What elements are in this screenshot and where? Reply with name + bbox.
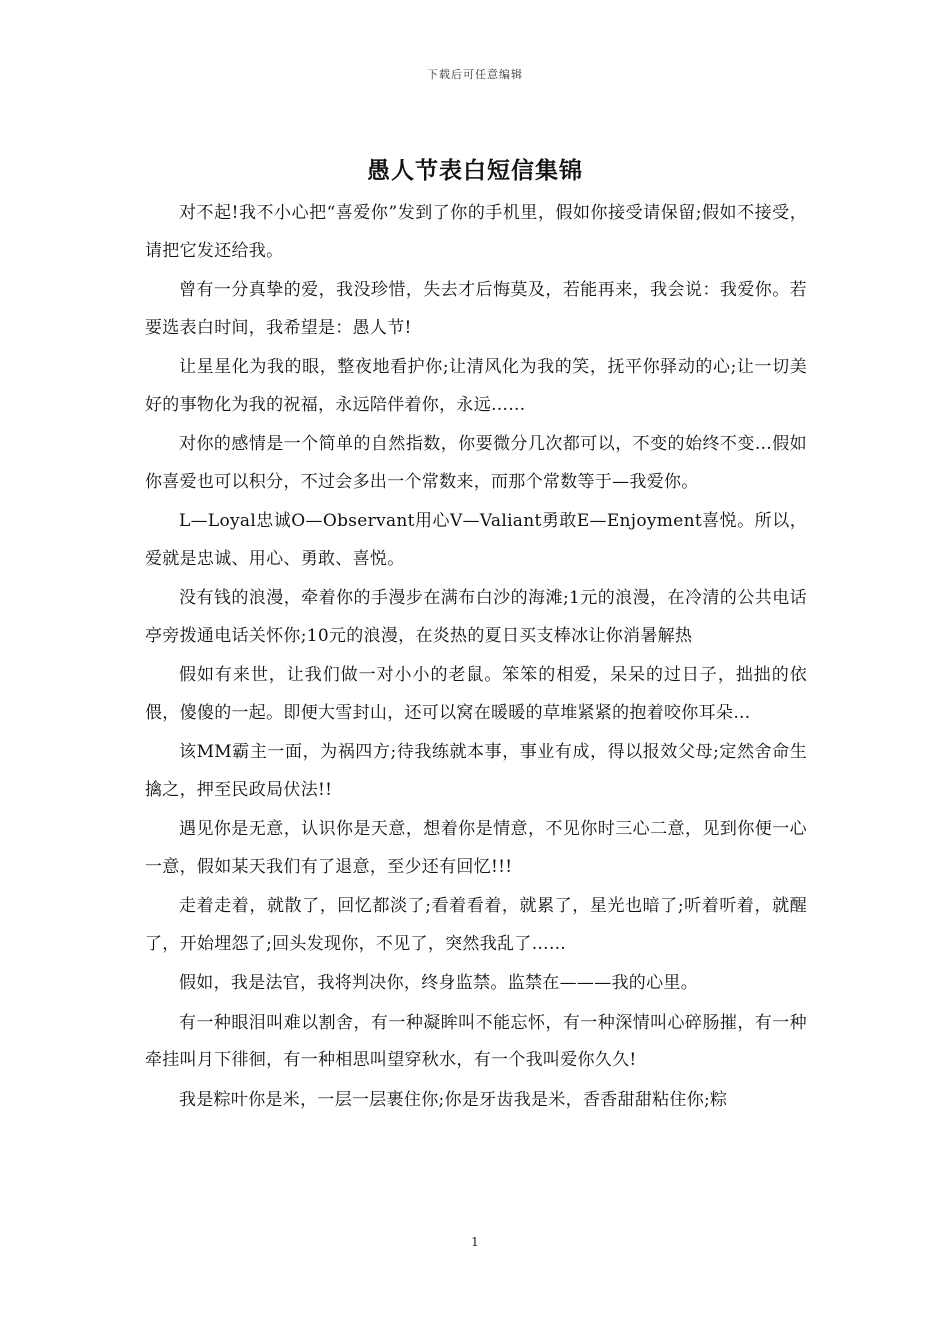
paragraph: 走着走着，就散了，回忆都淡了;看着看着，就累了，星光也暗了;听着听着，就醒了，开始埋怨了;回头发现你，不见了，突然我乱了……	[145, 896, 807, 954]
paragraph: 假如，我是法官，我将判决你，终身监禁。监禁在———我的心里。	[179, 973, 698, 993]
document-title: 愚人节表白短信集锦	[367, 157, 583, 184]
page-number: 1	[471, 1235, 479, 1249]
paragraph: 曾有一分真挚的爱，我没珍惜，失去才后悔莫及，若能再来，我会说：我爱你。若要选表白时间，我希望是：愚人节!	[145, 280, 807, 338]
paragraph: 让星星化为我的眼，整夜地看护你;让清风化为我的笑，抚平你驿动的心;让一切美好的事物化为我的祝福，永远陪伴着你，永远……	[145, 357, 807, 415]
paragraph: 我是粽叶你是米，一层一层裹住你;你是牙齿我是米，香香甜甜粘住你;粽	[179, 1089, 728, 1110]
paragraph: 对你的感情是一个简单的自然指数，你要微分几次都可以，不变的始终不变…假如你喜爱也可以积分，不过会多出一个常数来，而那个常数等于—我爱你。	[145, 434, 807, 492]
paragraph: 对不起!我不小心把“喜爱你”发到了你的手机里，假如你接受请保留;假如不接受，请把它发还给我。	[145, 203, 807, 261]
paragraph: 假如有来世，让我们做一对小小的老鼠。笨笨的相爱，呆呆的过日子，拙拙的依偎，傻傻的一起。即便大雪封山，还可以窝在暖暖的草堆紧紧的抱着咬你耳朵…	[145, 665, 807, 723]
paragraph: 没有钱的浪漫，牵着你的手漫步在满布白沙的海滩;1元的浪漫，在冷清的公共电话亭旁拨通电话关怀你;10元的浪漫，在炎热的夏日买支棒冰让你消暑解热	[145, 588, 807, 646]
paragraph: 有一种眼泪叫难以割舍，有一种凝眸叫不能忘怀，有一种深情叫心碎肠摧，有一种牵挂叫月下徘徊，有一种相思叫望穿秋水，有一个我叫爱你久久!	[145, 1012, 807, 1070]
document-body	[145, 195, 807, 1121]
paragraph: 该MM霸主一面，为祸四方;待我练就本事，事业有成，得以报效父母;定然舍命生擒之，押至民政局伏法!!	[145, 742, 807, 800]
paragraph: L—Loyal忠诚O—Observant用心V—Valiant勇敢E—Enjoyment喜悦。所以，爱就是忠诚、用心、勇敢、喜悦。	[145, 511, 807, 569]
paragraph: 遇见你是无意，认识你是天意，想着你是情意，不见你时三心二意，见到你便一心一意，假如某天我们有了退意，至少还有回忆!!!	[145, 819, 807, 877]
page-header: 下载后可任意编辑	[427, 68, 523, 81]
